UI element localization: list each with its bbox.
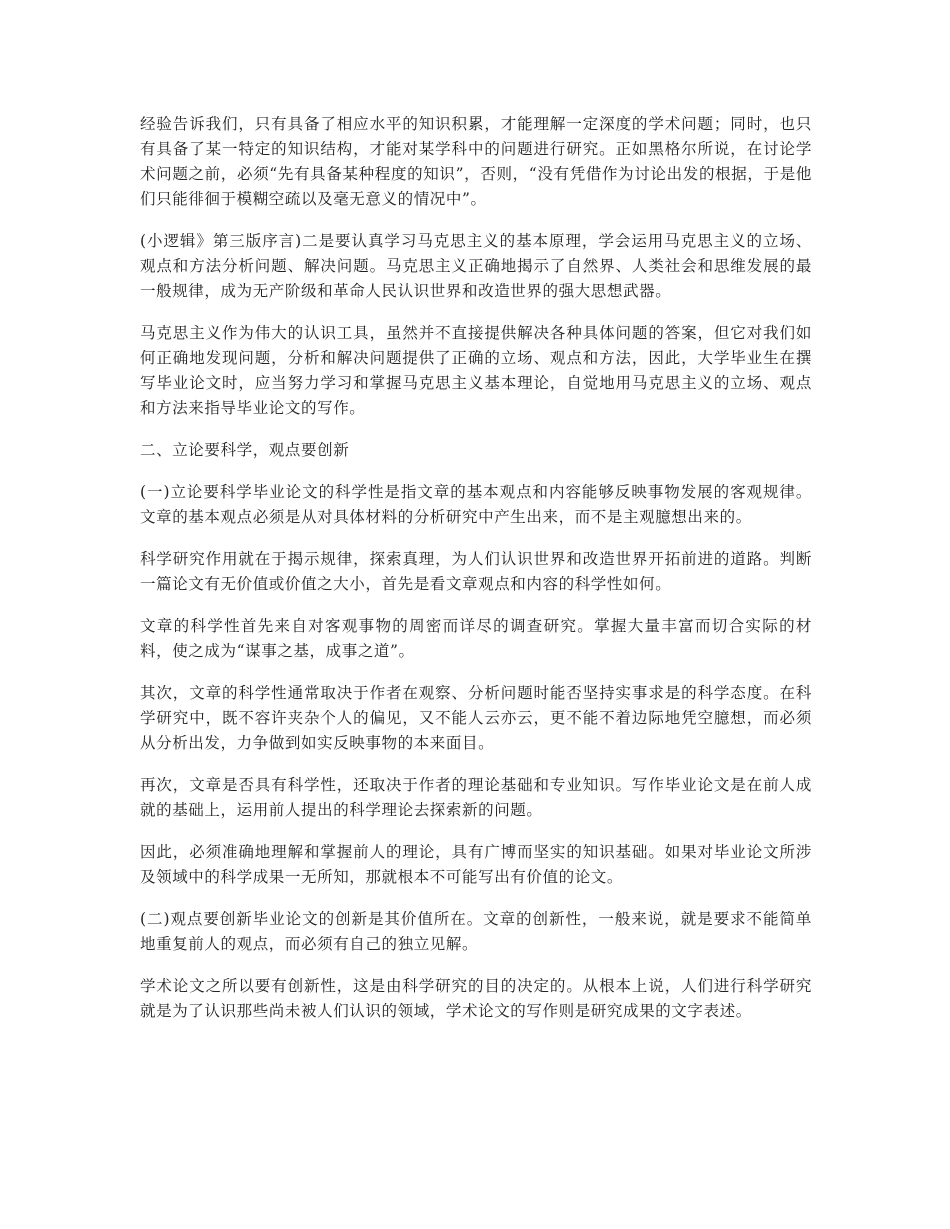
paragraph-marxism-tool: 马克思主义作为伟大的认识工具，虽然并不直接提供解决各种具体问题的答案，但它对我们如何正确地发现问题，分析和解决问题提供了正确的立场、观点和方法，因此，大学毕业生在撰写毕业论文时，应当努力学习和掌握马克思主义基本理论，自觉地用马克思主义的立场、观点和方法来指导毕业论文的写作。 [140,324,812,417]
paragraph-research-role: 科学研究作用就在于揭示规律，探索真理，为人们认识世界和改造世界开拓前进的道路。判断一篇论文有无价值或价值之大小，首先是看文章观点和内容的科学性如何。 [140,550,812,593]
document-page [140,112,812,1041]
section-heading: 二、立论要科学，观点要创新 [140,441,350,459]
paragraph-research-purpose: 学术论文之所以要有创新性，这是由科学研究的目的决定的。从根本上说，人们进行科学研究就是为了认识那些尚未被人们认识的领域，学术论文的写作则是研究成果的文字表述。 [140,977,812,1020]
paragraph-investigation: 文章的科学性首先来自对客观事物的周密而详尽的调查研究。掌握大量丰富而切合实际的材料，使之成为“谋事之基，成事之道”。 [140,617,812,660]
paragraph-attitude: 其次，文章的科学性通常取决于作者在观察、分析问题时能否坚持实事求是的科学态度。在科学研究中，既不容许夹杂个人的偏见，又不能人云亦云，更不能不着边际地凭空臆想，而必须从分析出发，力争做到如实反映事物的本来面目。 [140,684,812,752]
paragraph-innovation: (二)观点要创新毕业论文的创新是其价值所在。文章的创新性，一般来说，就是要求不能简单地重复前人的观点，而必须有自己的独立见解。 [140,910,813,953]
paragraph-scientific-argument: (一)立论要科学毕业论文的科学性是指文章的基本观点和内容能够反映事物发展的客观规律。文章的基本观点必须是从对具体材料的分析研究中产生出来，而不是主观臆想出来的。 [140,483,813,526]
paragraph-knowledge-foundation: 因此，必须准确地理解和掌握前人的理论，具有广博而坚实的知识基础。如果对毕业论文所涉及领域中的科学成果一无所知，那就根本不可能写出有价值的论文。 [140,843,812,886]
paragraph-experience: 经验告诉我们，只有具备了相应水平的知识积累，才能理解一定深度的学术问题；同时，也只有具备了某一特定的知识结构，才能对某学科中的问题进行研究。正如黑格尔所说，在讨论学术问题之前，必须“先有具备某种程度的知识”，否则，“没有凭借作为讨论出发的根据，于是他们只能徘徊于模糊空疏以及毫无意义的情况中”。 [140,115,812,208]
paragraph-marxism-principles: (小逻辑》第三版序言)二是要认真学习马克思主义的基本原理，学会运用马克思主义的立场、观点和方法分析问题、解决问题。马克思主义正确地揭示了自然界、人类社会和思维发展的最一般规律，成为无产阶级和革命人民认识世界和改造世界的强大思想武器。 [140,232,812,300]
paragraph-theory-basis: 再次，文章是否具有科学性，还取决于作者的理论基础和专业知识。写作毕业论文是在前人成就的基础上，运用前人提出的科学理论去探索新的问题。 [140,776,812,819]
